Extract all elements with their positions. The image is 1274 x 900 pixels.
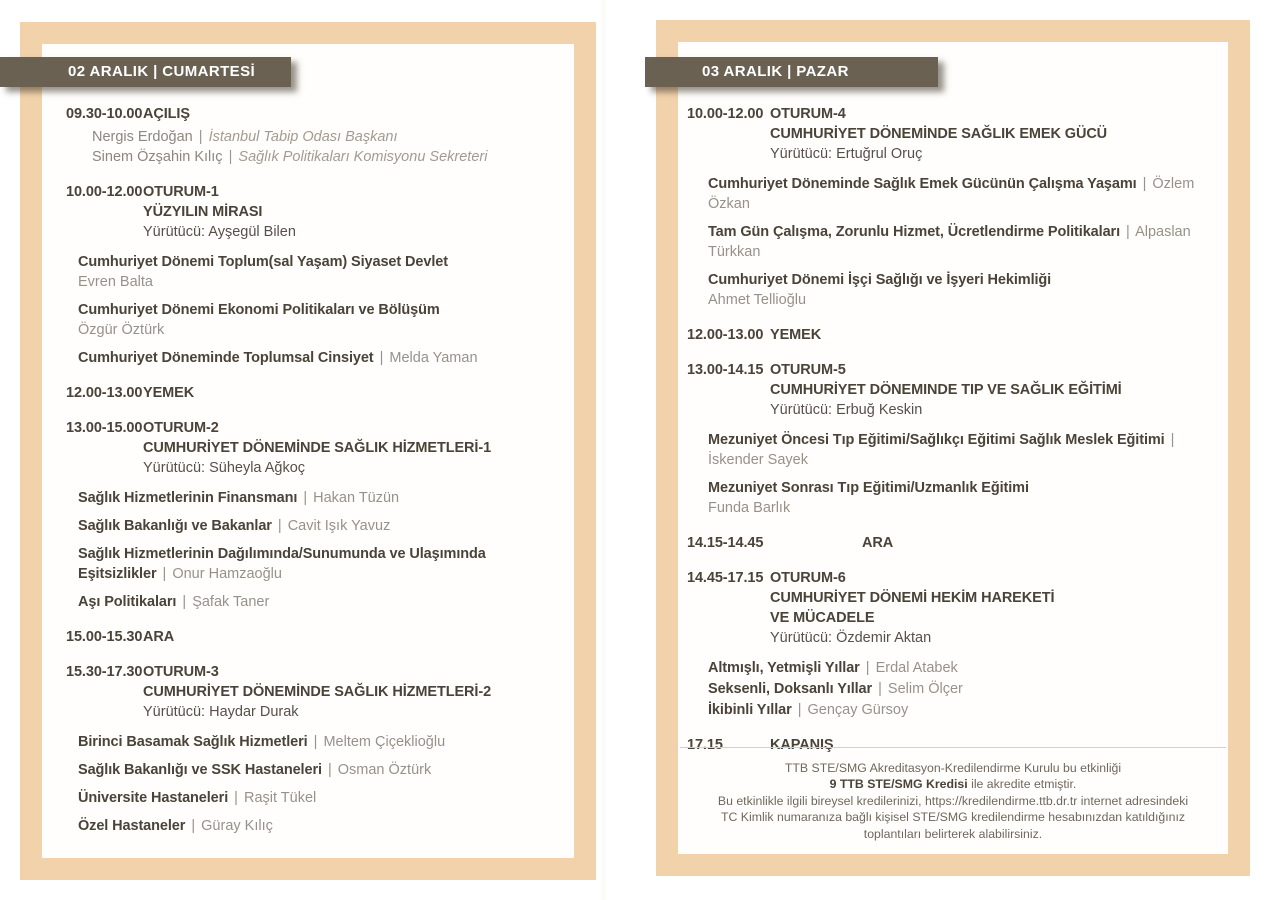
talk-speaker: Melda Yaman: [389, 350, 478, 366]
footer-line: Bu etkinlikle ilgili bireysel kredilerinizi, https://kredilendirme.ttb.dr.tr internet adresindeki: [717, 793, 1189, 808]
session-acilis: [66, 104, 562, 167]
talk-title: Cumhuriyet Dönemi Toplum(sal Yaşam) Siyaset Devlet: [78, 254, 448, 270]
talk-speaker: Ahmet Tellioğlu: [708, 292, 807, 308]
talk-title: Cumhuriyet Dönemi Ekonomi Politikaları ve Bölüşüm: [78, 302, 440, 318]
session-moderator: Yürütücü: Erbuğ Keskin: [770, 402, 923, 418]
talk-speaker: Erdal Atabek: [875, 660, 958, 676]
talk-title: Cumhuriyet Döneminde Toplumsal Cinsiyet: [78, 350, 374, 366]
talk: [78, 788, 562, 808]
talk-speaker: İskender Sayek: [708, 452, 808, 468]
talk-title: Mezuniyet Sonrası Tıp Eğitimi/Uzmanlık Eğitimi: [708, 480, 1029, 496]
speaker-role: İstanbul Tabip Odası Başkanı: [208, 129, 398, 145]
separator: |: [797, 702, 802, 718]
session-subtitle-line2: VE MÜCADELE: [770, 610, 875, 626]
talk-title: Sağlık Bakanlığı ve Bakanlar: [78, 518, 272, 534]
session-title: OTURUM-6: [770, 570, 846, 586]
speaker-line: [92, 147, 562, 167]
talk-title: Sağlık Hizmetlerinin Finansmanı: [78, 490, 298, 506]
session-title: ARA: [862, 535, 894, 551]
talk-title: Sağlık Bakanlığı ve SSK Hastaneleri: [78, 762, 322, 778]
session-title: YEMEK: [770, 327, 822, 343]
talk-speaker: Hakan Tüzün: [313, 490, 400, 506]
talk: [708, 430, 1216, 470]
talk-speaker: Raşit Tükel: [243, 790, 317, 806]
talk-title: Sağlık Hizmetlerinin Dağılımında/Sunumunda ve Ulaşımında Eşitsizlikler: [78, 546, 486, 582]
session-subtitle: CUMHURİYET DÖNEMİ HEKİM HAREKETİ: [770, 590, 1055, 606]
talk-speaker: Osman Öztürk: [337, 762, 432, 778]
session-moderator: Yürütücü: Özdemir Aktan: [770, 630, 932, 646]
talk-speaker: Selim Ölçer: [887, 681, 963, 697]
separator: |: [198, 129, 203, 145]
talk: [708, 658, 1216, 678]
talk-speaker: Funda Barlık: [708, 500, 791, 516]
footer-line: TC Kimlik numaranıza bağlı kişisel STE/SMG kredilendirme hesabınızdan katıldığınız: [720, 810, 1186, 824]
session-title: OTURUM-2: [143, 420, 219, 436]
session-oturum-3: [66, 662, 562, 836]
talk-speaker: Cavit Işık Yavuz: [287, 518, 391, 534]
separator: |: [191, 818, 196, 834]
session-subtitle: CUMHURİYET DÖNEMINDE TIP VE SAĞLIK EĞİTİMİ: [770, 382, 1122, 398]
speaker-name: Sinem Özşahin Kılıç: [92, 149, 223, 165]
session-subtitle: YÜZYILIN MİRASI: [143, 204, 263, 220]
page-day1-frame: [20, 22, 596, 880]
session-moderator: Yürütücü: Süheyla Ağkoç: [143, 460, 306, 476]
session-yemek: [66, 383, 562, 403]
talk-title: İkibinli Yıllar: [708, 702, 792, 718]
talk: [708, 222, 1216, 262]
separator: |: [234, 790, 238, 806]
session-time: 10.00-12.00: [687, 106, 764, 122]
separator: |: [1142, 176, 1147, 192]
separator: |: [379, 350, 384, 366]
session-subtitle: CUMHURİYET DÖNEMİNDE SAĞLIK HİZMETLERİ-1: [143, 440, 492, 456]
day2-schedule: [687, 104, 1216, 770]
session-title: AÇILIŞ: [143, 106, 190, 122]
talk-title: Üniversite Hastaneleri: [78, 790, 229, 806]
session-time: 14.15-14.45: [687, 535, 764, 551]
talk-title: Altmışlı, Yetmişli Yıllar: [708, 660, 860, 676]
footer-line: TTB STE/SMG Akreditasyon-Kredilendirme Kurulu bu etkinliği: [784, 760, 1122, 775]
session-time: 12.00-13.00: [66, 385, 143, 401]
talk-speaker: Gençay Gürsoy: [807, 702, 909, 718]
separator: |: [327, 762, 332, 778]
talk: [78, 592, 562, 612]
footer-line: [688, 776, 1218, 793]
session-yemek: [687, 325, 1216, 345]
talk-speaker: Güray Kılıç: [201, 818, 273, 834]
session-time: 12.00-13.00: [687, 327, 764, 343]
talk: [708, 270, 1216, 310]
talk-speaker: Özlem Özkan: [708, 176, 1195, 212]
speaker-line: [92, 127, 562, 147]
talk: [708, 700, 1216, 720]
talk: [78, 488, 562, 508]
talk-speaker: Alpaslan Türkkan: [708, 224, 1191, 260]
talk: [78, 732, 562, 752]
session-subtitle: CUMHURİYET DÖNEMİNDE SAĞLIK EMEK GÜCÜ: [770, 126, 1108, 142]
day1-schedule: [66, 104, 562, 851]
separator: |: [313, 734, 318, 750]
talk-title: Mezuniyet Öncesi Tıp Eğitimi/Sağlıkçı Eğitimi Sağlık Meslek Eğitimi: [708, 432, 1165, 448]
day2-header-ribbon: 03 ARALIK | PAZAR: [645, 57, 938, 87]
talk-title: Birinci Basamak Sağlık Hizmetleri: [78, 734, 308, 750]
separator: |: [303, 490, 308, 506]
separator: |: [182, 594, 187, 610]
talk-speaker: Onur Hamzaoğlu: [172, 566, 282, 582]
talk: [78, 760, 562, 780]
talk: [78, 816, 562, 836]
session-title: OTURUM-5: [770, 362, 846, 378]
session-subtitle: CUMHURİYET DÖNEMİNDE SAĞLIK HİZMETLERİ-2: [143, 684, 492, 700]
talk-speaker: Meltem Çiçeklioğlu: [323, 734, 446, 750]
talk-speaker: Evren Balta: [78, 274, 153, 290]
talk: [78, 348, 562, 368]
session-ara: [66, 627, 562, 647]
talk-title: Cumhuriyet Dönemi İşçi Sağlığı ve İşyeri Hekimliği: [708, 272, 1052, 288]
session-moderator: Yürütücü: Haydar Durak: [143, 704, 299, 720]
talk: [78, 252, 562, 292]
session-ara: [687, 533, 1216, 553]
session-time: 13.00-14.15: [687, 362, 764, 378]
separator: |: [162, 566, 167, 582]
talk-title: Cumhuriyet Döneminde Sağlık Emek Gücünün Çalışma Yaşamı: [708, 176, 1137, 192]
talk: [708, 478, 1216, 518]
separator: |: [1126, 224, 1130, 240]
talk-title: Tam Gün Çalışma, Zorunlu Hizmet, Ücretlendirme Politikaları: [708, 224, 1121, 240]
footer-credit-bold: 9 TTB STE/SMG Kredisi: [829, 777, 968, 791]
session-oturum-6: [687, 568, 1216, 720]
page-day2-frame: [656, 20, 1250, 876]
session-title: ARA: [143, 629, 175, 645]
session-oturum-2: [66, 418, 562, 612]
speaker-name: Nergis Erdoğan: [92, 129, 193, 145]
talk: [78, 516, 562, 536]
page-gap-divider: [601, 0, 606, 900]
page-day2-inner: [678, 42, 1228, 854]
separator: |: [1170, 432, 1175, 448]
session-time: 10.00-12.00: [66, 184, 143, 200]
session-title: OTURUM-4: [770, 106, 846, 122]
session-time: 09.30-10.00: [66, 106, 143, 122]
separator: |: [878, 681, 882, 697]
session-time: 14.45-17.15: [687, 570, 764, 586]
separator: |: [228, 149, 233, 165]
session-time: 17.15: [687, 737, 723, 753]
session-title: OTURUM-1: [143, 184, 219, 200]
session-time: 13.00-15.00: [66, 420, 143, 436]
session-moderator: Yürütücü: Ertuğrul Oruç: [770, 146, 923, 162]
day1-header-ribbon: 02 ARALIK | CUMARTESİ: [0, 57, 291, 87]
separator: |: [865, 660, 870, 676]
session-time: 15.00-15.30: [66, 629, 143, 645]
talk-speaker: Özgür Öztürk: [78, 322, 165, 338]
session-time: 15.30-17.30: [66, 664, 143, 680]
speaker-role: Sağlık Politikaları Komisyonu Sekreteri: [238, 149, 488, 165]
footer-line: toplantıları belirterek alabilirsiniz.: [863, 826, 1043, 841]
talk-title: Aşı Politikaları: [78, 594, 177, 610]
talk-title: Seksenli, Doksanlı Yıllar: [708, 681, 873, 697]
session-oturum-5: [687, 360, 1216, 518]
talk: [78, 544, 562, 584]
talk: [708, 679, 1216, 699]
session-title: KAPANIŞ: [770, 737, 834, 753]
session-oturum-4: [687, 104, 1216, 310]
footer-accreditation-note: [680, 747, 1226, 851]
talk-title: Özel Hastaneler: [78, 818, 186, 834]
page-day1-inner: [42, 44, 574, 858]
session-title: OTURUM-3: [143, 664, 219, 680]
footer-credit-rest: ile akredite etmiştir.: [967, 777, 1077, 791]
session-title: YEMEK: [143, 385, 195, 401]
talk-speaker: Şafak Taner: [192, 594, 270, 610]
session-moderator: Yürütücü: Ayşegül Bilen: [143, 224, 296, 240]
talk: [708, 174, 1216, 214]
talk: [78, 300, 562, 340]
separator: |: [277, 518, 282, 534]
session-oturum-1: [66, 182, 562, 368]
